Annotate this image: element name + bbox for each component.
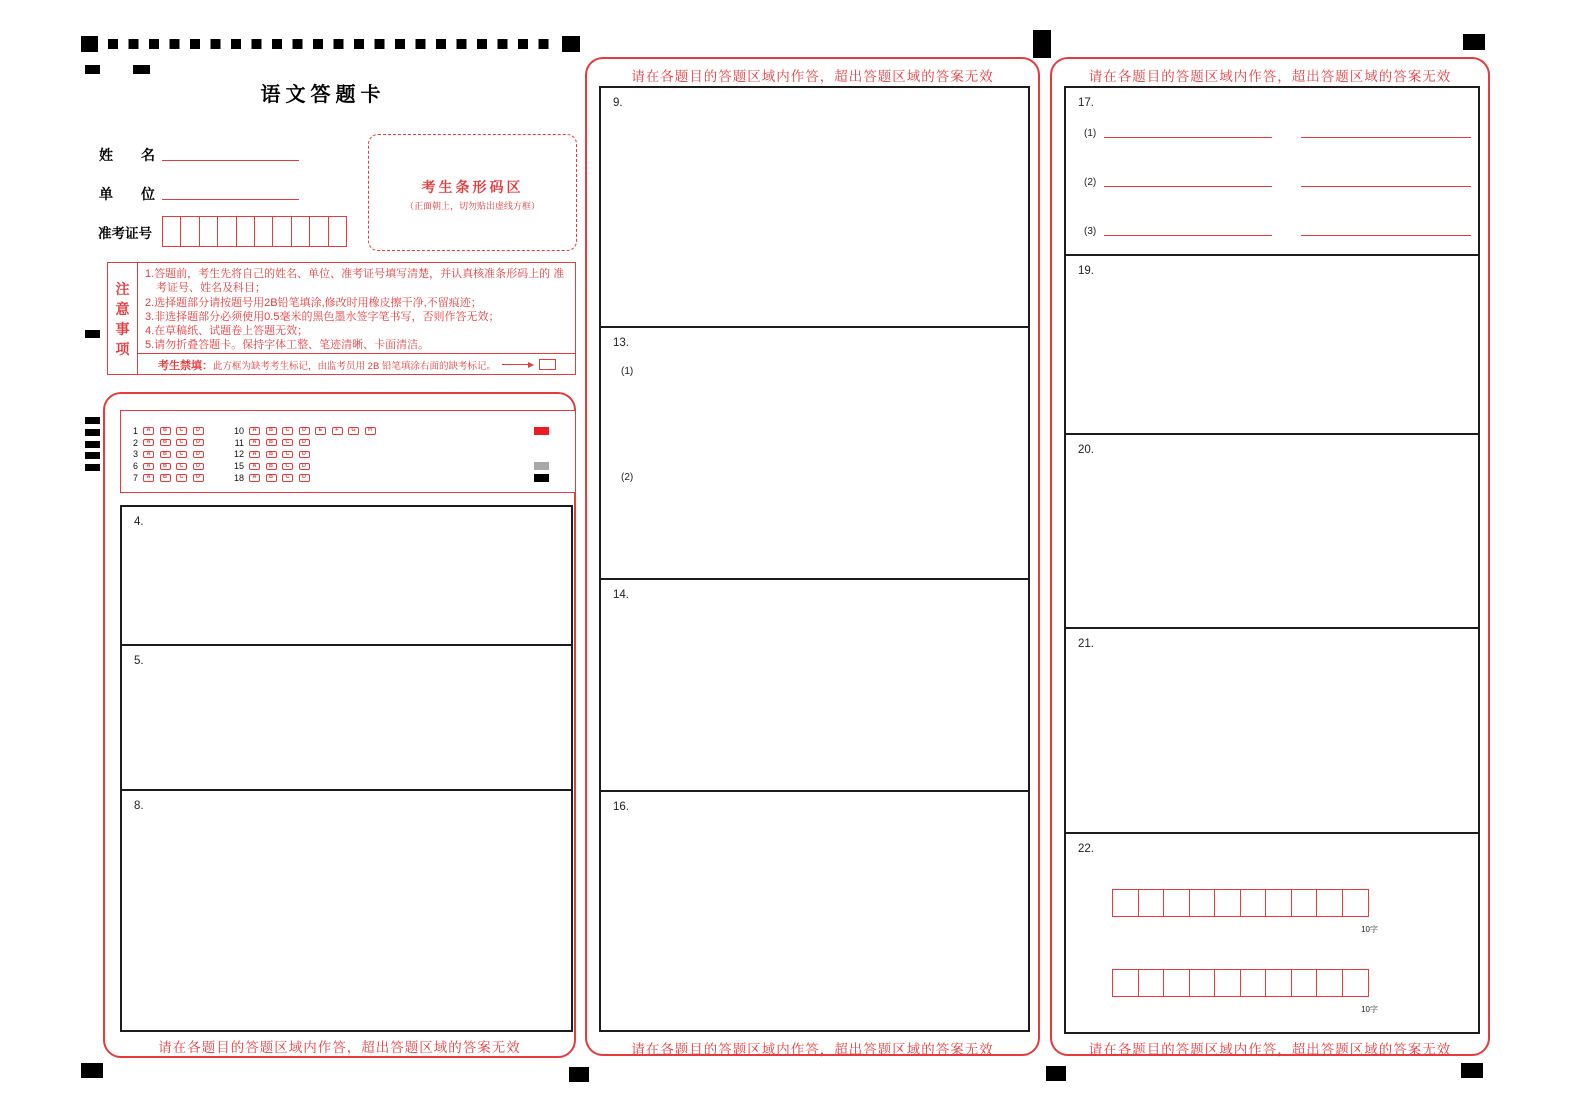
unit-input-line[interactable] — [162, 186, 299, 200]
notice-item-5: 5.请勿折叠答题卡。保持字体工整、笔迹清晰、卡面清洁。 — [145, 339, 430, 352]
question-label-13-1: (1) — [621, 366, 634, 377]
unit-label-char1: 单 — [99, 186, 113, 202]
bubble-q10-d[interactable]: D — [299, 427, 310, 435]
question-number-11: 11 — [234, 437, 244, 448]
timing-mark-small-1 — [85, 65, 100, 74]
bubble-q12-a[interactable]: A — [249, 451, 260, 459]
bubble-q11-c[interactable]: C — [282, 439, 293, 447]
notice-side-char: 事 — [115, 320, 130, 337]
forbid-text: 此方框为缺考考生标记，由监考员用 2B 铅笔填涂右面的缺考标记。 — [213, 360, 496, 372]
bubble-q7-a[interactable]: A — [143, 474, 154, 482]
answer-area-q8[interactable] — [122, 789, 571, 1034]
bubble-q7-b[interactable]: B — [160, 474, 171, 482]
answer-area-q22[interactable] — [1066, 832, 1478, 1036]
choice-group-1 — [125, 425, 209, 484]
question-label-19: 19. — [1078, 265, 1094, 277]
char-cell[interactable] — [1112, 969, 1139, 997]
char-cell[interactable] — [1240, 969, 1267, 997]
absent-mark-box[interactable] — [539, 359, 556, 370]
bubble-q18-c[interactable]: C — [282, 474, 293, 482]
answer-area-q17[interactable] — [1066, 88, 1478, 254]
choice-row-q3 — [125, 449, 209, 461]
timing-mark-left-row-3 — [85, 441, 100, 448]
bubble-q10-b[interactable]: B — [266, 427, 277, 435]
legend-swatch-gray — [534, 462, 549, 470]
question-label-17-3: (3) — [1084, 226, 1097, 237]
region-warning-right-bottom: 请在各题目的答题区域内作答，超出答题区域的答案无效 — [1088, 1042, 1452, 1057]
admission-cell-2[interactable] — [180, 216, 200, 247]
bubble-q6-a[interactable]: A — [143, 463, 154, 471]
choice-row-q2 — [125, 437, 209, 449]
answer-area-q19[interactable] — [1066, 254, 1478, 433]
question-label-20: 20. — [1078, 444, 1094, 456]
admission-cell-6[interactable] — [254, 216, 274, 247]
char-cell[interactable] — [1214, 889, 1241, 917]
timing-mark-left-row-2 — [85, 429, 100, 436]
q17-3-line-a[interactable] — [1104, 223, 1272, 236]
question-label-17-1: (1) — [1084, 128, 1097, 139]
admission-number-grid — [162, 216, 347, 247]
region-warning-middle-top: 请在各题目的答题区域内作答，超出答题区域的答案无效 — [631, 69, 994, 84]
q17-2-line-a[interactable] — [1104, 174, 1272, 187]
bubble-q12-b[interactable]: B — [266, 451, 277, 459]
timing-mark-bottom-mid-1 — [569, 1067, 589, 1082]
question-number-3: 3 — [132, 449, 138, 460]
bubble-q15-b[interactable]: B — [266, 463, 277, 471]
name-input-line[interactable] — [162, 147, 299, 161]
arrow-line — [502, 364, 528, 365]
notice-item-2: 2.选择题部分请按题号用2B铅笔填涂,修改时用橡皮擦干净,不留痕迹； — [145, 296, 482, 309]
q22-char-grid-1 — [1112, 889, 1369, 917]
question-label-14: 14. — [613, 589, 629, 601]
bubble-q10-g[interactable]: G — [348, 427, 359, 435]
question-number-2: 2 — [132, 437, 138, 448]
char-cell[interactable] — [1138, 889, 1165, 917]
right-column — [1050, 57, 1490, 1056]
bubble-q2-c[interactable]: C — [176, 439, 187, 447]
char-cell[interactable] — [1112, 889, 1139, 917]
name-label-char2: 名 — [141, 147, 155, 163]
question-label-13-2: (2) — [621, 472, 634, 483]
bubble-q3-c[interactable]: C — [176, 451, 187, 459]
notice-box — [107, 262, 576, 375]
bubble-q2-d[interactable]: D — [193, 439, 204, 447]
notice-items — [145, 267, 569, 353]
bubble-q1-b[interactable]: B — [160, 427, 171, 435]
timing-mark-top-middle — [1033, 30, 1051, 58]
q17-1-line-a[interactable] — [1104, 125, 1272, 138]
bubble-q10-a[interactable]: A — [249, 427, 260, 435]
char-cell[interactable] — [1316, 969, 1343, 997]
admission-cell-7[interactable] — [272, 216, 292, 247]
right-answer-block — [1064, 86, 1480, 1034]
legend-swatch-red — [534, 427, 549, 435]
multiple-choice-box — [120, 410, 576, 493]
choice-group-2 — [229, 425, 381, 484]
region-warning-right-top: 请在各题目的答题区域内作答，超出答题区域的答案无效 — [1088, 69, 1452, 84]
bubble-q2-a[interactable]: A — [143, 439, 154, 447]
notice-side-char: 注 — [115, 280, 130, 297]
bubble-q11-d[interactable]: D — [299, 439, 310, 447]
timing-strip-top — [108, 39, 556, 49]
sheet-title: 语文答题卡 — [260, 84, 386, 106]
question-number-7: 7 — [132, 473, 138, 484]
bubble-q6-c[interactable]: C — [176, 463, 187, 471]
q17-3-line-b[interactable] — [1301, 223, 1471, 236]
question-number-12: 12 — [233, 449, 244, 460]
notice-divider — [138, 353, 575, 354]
left-answer-block — [120, 505, 573, 1032]
region-warning-middle-bottom: 请在各题目的答题区域内作答，超出答题区域的答案无效 — [631, 1042, 994, 1057]
char-cell[interactable] — [1265, 969, 1292, 997]
answer-area-q16[interactable] — [601, 790, 1028, 1034]
unit-label-char2: 位 — [141, 186, 155, 202]
arrow-right-icon — [528, 362, 534, 368]
name-label-char1: 姓 — [99, 147, 113, 163]
timing-mark-left-row-1 — [85, 417, 100, 424]
timing-mark-left-row-5 — [85, 464, 100, 471]
answer-area-q9[interactable] — [601, 88, 1028, 326]
barcode-area — [368, 134, 577, 251]
question-number-15: 15 — [233, 461, 244, 472]
q22-grid-2-limit: 10字 — [1361, 1005, 1378, 1014]
answer-area-q13[interactable] — [601, 326, 1028, 578]
answer-area-q20[interactable] — [1066, 433, 1478, 627]
choice-row-q1 — [125, 425, 209, 437]
bubble-q1-a[interactable]: A — [143, 427, 154, 435]
bubble-q2-b[interactable]: B — [160, 439, 171, 447]
timing-mark-top-right — [1463, 34, 1485, 50]
bubble-q18-d[interactable]: D — [299, 474, 310, 482]
bubble-q15-c[interactable]: C — [282, 463, 293, 471]
question-label-9: 9. — [613, 97, 623, 109]
bubble-q11-a[interactable]: A — [249, 439, 260, 447]
bubble-q7-c[interactable]: C — [176, 474, 187, 482]
char-cell[interactable] — [1138, 969, 1165, 997]
question-label-21: 21. — [1078, 638, 1094, 650]
choice-row-q12 — [229, 449, 381, 461]
admission-cell-8[interactable] — [291, 216, 311, 247]
bubble-q11-b[interactable]: B — [266, 439, 277, 447]
choice-row-q6 — [125, 460, 209, 472]
middle-answer-block — [599, 86, 1030, 1032]
bubble-q3-d[interactable]: D — [193, 451, 204, 459]
admission-cell-3[interactable] — [199, 216, 219, 247]
timing-mark-bottom-mid-2 — [1046, 1066, 1066, 1081]
char-cell[interactable] — [1189, 969, 1216, 997]
middle-column — [585, 57, 1040, 1056]
char-cell[interactable] — [1265, 889, 1292, 917]
answer-area-q4[interactable] — [122, 507, 571, 644]
bubble-q3-a[interactable]: A — [143, 451, 154, 459]
answer-area-q5[interactable] — [122, 644, 571, 789]
notice-side-label — [108, 263, 138, 374]
q22-grid-1-limit: 10字 — [1361, 925, 1378, 934]
q17-2-line-b[interactable] — [1301, 174, 1471, 187]
bubble-q18-b[interactable]: B — [266, 474, 277, 482]
question-label-22: 22. — [1078, 843, 1094, 855]
question-label-13: 13. — [613, 337, 629, 349]
left-column — [103, 392, 576, 1058]
bubble-q10-e[interactable]: E — [315, 427, 326, 435]
char-cell[interactable] — [1316, 889, 1343, 917]
bubble-q1-c[interactable]: C — [176, 427, 187, 435]
char-cell[interactable] — [1214, 969, 1241, 997]
choice-row-q18 — [229, 472, 381, 484]
bubble-q3-b[interactable]: B — [160, 451, 171, 459]
bubble-q12-c[interactable]: C — [282, 451, 293, 459]
region-warning-left-bottom: 请在各题目的答题区域内作答，超出答题区域的答案无效 — [158, 1040, 521, 1055]
q17-1-line-b[interactable] — [1301, 125, 1471, 138]
char-cell[interactable] — [1342, 889, 1369, 917]
admission-cell-4[interactable] — [217, 216, 237, 247]
char-cell[interactable] — [1163, 969, 1190, 997]
choice-row-q11 — [229, 437, 381, 449]
question-label-5: 5. — [134, 655, 144, 667]
bubble-q10-h[interactable]: H — [365, 427, 376, 435]
question-number-6: 6 — [132, 461, 138, 472]
timing-mark-left-notice — [85, 330, 100, 338]
bubble-q7-d[interactable]: D — [193, 474, 204, 482]
char-cell[interactable] — [1291, 889, 1318, 917]
question-label-8: 8. — [134, 800, 144, 812]
question-label-17-2: (2) — [1084, 177, 1097, 188]
question-label-17: 17. — [1078, 97, 1094, 109]
bubble-q18-a[interactable]: A — [249, 474, 260, 482]
bubble-q10-c[interactable]: C — [282, 427, 293, 435]
question-number-1: 1 — [132, 425, 138, 436]
bubble-q15-a[interactable]: A — [249, 463, 260, 471]
timing-mark-left-row-4 — [85, 452, 100, 459]
notice-side-char: 项 — [115, 340, 130, 357]
notice-item-3: 3.非选择题部分必须使用0.5毫米的黑色墨水签字笔书写，否则作答无效； — [145, 310, 500, 323]
bubble-q12-d[interactable]: D — [299, 451, 310, 459]
notice-item-1: 1.答题前，考生先将自己的姓名、单位、准考证号填写清楚，并认真核准条形码上的 准考证号、姓名及科目； — [145, 268, 565, 295]
char-cell[interactable] — [1240, 889, 1267, 917]
timing-mark-bottom-right — [1461, 1063, 1483, 1078]
legend-swatch-black — [534, 474, 549, 482]
forbid-label: 考生禁填： — [158, 359, 214, 372]
timing-mark-small-2 — [133, 65, 150, 74]
admission-number-label: 准考证号 — [98, 226, 152, 241]
char-cell[interactable] — [1291, 969, 1318, 997]
char-cell[interactable] — [1342, 969, 1369, 997]
bubble-q6-b[interactable]: B — [160, 463, 171, 471]
timing-mark-bottom-left — [81, 1063, 103, 1078]
bubble-q10-f[interactable]: F — [332, 427, 343, 435]
notice-item-4: 4.在草稿纸、试题卷上答题无效； — [145, 325, 309, 338]
notice-side-char: 意 — [115, 300, 130, 317]
question-label-16: 16. — [613, 801, 629, 813]
question-number-10: 10 — [233, 425, 244, 436]
admission-cell-1[interactable] — [162, 216, 182, 247]
char-cell[interactable] — [1163, 889, 1190, 917]
choice-row-q7 — [125, 472, 209, 484]
choice-row-q10 — [229, 425, 381, 437]
admission-cell-10[interactable] — [328, 216, 348, 247]
admission-cell-5[interactable] — [236, 216, 256, 247]
bubble-q1-d[interactable]: D — [193, 427, 204, 435]
examinee-forbidden-row — [145, 355, 569, 374]
answer-area-q21[interactable] — [1066, 627, 1478, 832]
admission-cell-9[interactable] — [309, 216, 329, 247]
question-number-18: 18 — [233, 473, 244, 484]
barcode-area-title: 考生条形码区 — [421, 179, 524, 195]
bubble-q15-d[interactable]: D — [299, 463, 310, 471]
timing-mark-top-left — [81, 36, 98, 52]
q22-char-grid-2 — [1112, 969, 1369, 997]
bubble-q6-d[interactable]: D — [193, 463, 204, 471]
timing-mark-top-strip-end — [562, 36, 580, 52]
answer-area-q14[interactable] — [601, 578, 1028, 790]
char-cell[interactable] — [1189, 889, 1216, 917]
question-label-4: 4. — [134, 516, 144, 528]
choice-row-q15 — [229, 460, 381, 472]
barcode-area-subtitle: （正面朝上，切勿贴出虚线方框） — [404, 201, 540, 211]
